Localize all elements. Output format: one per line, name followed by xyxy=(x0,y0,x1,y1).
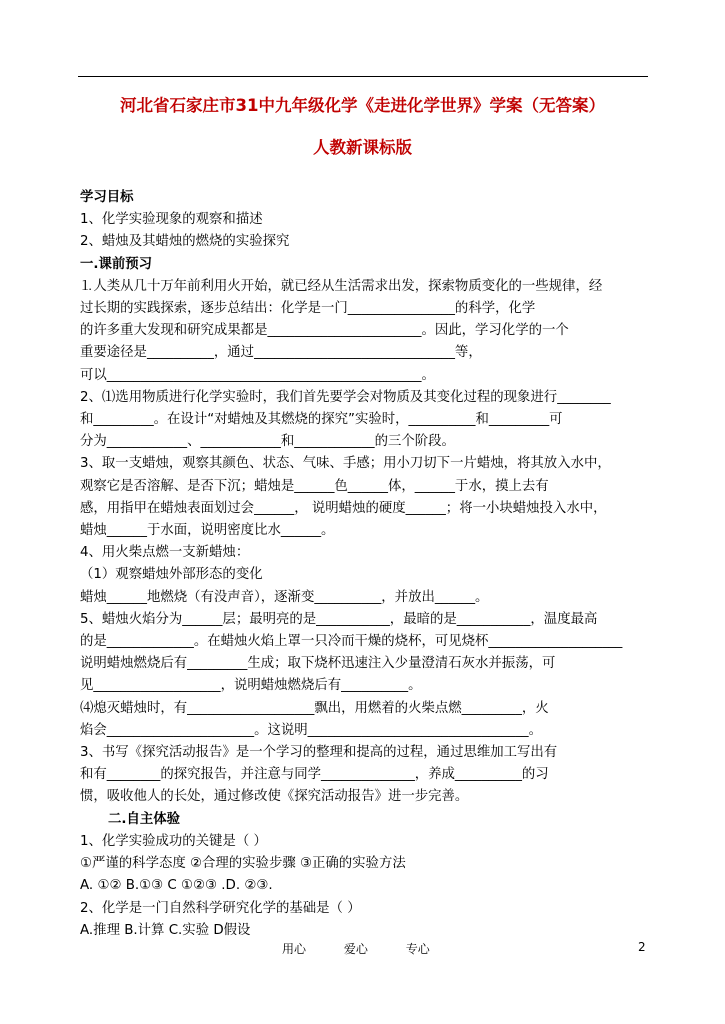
text-line: ⑷熄灭蜡烛时，有___________________飘出，用燃着的火柴点燃_________，火 xyxy=(80,700,549,716)
section-heading: 二.自主体验 xyxy=(108,811,181,827)
text-line: 感，用指甲在蜡烛表面划过会______， 说明蜡烛的硬度______；将一小块蜡烛投入水中， xyxy=(80,500,607,516)
footer-motto-word: 用心 xyxy=(282,942,307,956)
document-subtitle: 人教新课标版 xyxy=(313,138,412,157)
text-line: 和有________的探究报告，并注意与同学______________，养成__________的习 xyxy=(80,767,549,783)
text-line: 过长期的实践探索，逐步总结出：化学是一门________________的科学，化学 xyxy=(80,301,536,317)
text-line: 蜡烛______地燃烧（有没声音），逐渐变__________，并放出______。 xyxy=(80,589,489,605)
text-line: 2、化学是一门自然科学研究化学的基础是（ ） xyxy=(80,900,361,916)
footer-motto-word: 专心 xyxy=(405,942,430,956)
text-line: ①严谨的科学态度 ②合理的实验步骤 ③正确的实验方法 xyxy=(80,856,406,872)
section-heading: 学习目标 xyxy=(80,190,134,205)
text-line: 2、蜡烛及其蜡烛的燃烧的实验探究 xyxy=(80,234,290,250)
text-line: 蜡烛______于水面，说明密度比水______。 xyxy=(80,523,335,539)
text-line: 和_________。在设计“对蜡烛及其燃烧的探究”实验时，__________和_________可 xyxy=(80,412,563,428)
text-line: 的许多重大发现和研究成果都是_______________________。因此，学习化学的一个 xyxy=(80,323,569,339)
text-line: 1、化学实验成功的关键是（ ） xyxy=(80,833,267,849)
text-line: A.推理 B.计算 C.实验 D假设 xyxy=(80,922,251,938)
text-line: 1、化学实验现象的观察和描述 xyxy=(80,212,263,228)
text-line: 2、⑴选用物质进行化学实验时，我们首先要学会对物质及其变化过程的现象进行________ xyxy=(80,389,611,405)
text-line: ⒈人类从几十万年前利用火开始，就已经从生活需求出发，探索物质变化的一些规律，经 xyxy=(80,278,603,294)
text-line: 见___________________，说明蜡烛燃烧后有__________。 xyxy=(80,678,422,694)
text-line: 4、用火柴点燃一支新蜡烛： xyxy=(80,545,250,561)
text-line: 的是_____________。在蜡烛火焰上罩一只冷而干燥的烧杯，可见烧杯____________________ xyxy=(80,634,623,650)
text-line: 重要途径是__________，通过______________________________等， xyxy=(80,345,482,361)
text-line: 3、取一支蜡烛，观察其颜色、状态、气味、手感；用小刀切下一片蜡烛，将其放入水中， xyxy=(80,456,611,472)
page-number: 2 xyxy=(638,940,646,954)
text-line: 焰会______________________。这说明_________________________________。 xyxy=(80,722,542,738)
text-line: A. ①② B.①③ C ①②③ .D. ②③. xyxy=(80,878,273,894)
document-title: 河北省石家庄市31中九年级化学《走进化学世界》学案（无答案） xyxy=(120,96,605,115)
text-line: 可以_______________________________________________。 xyxy=(80,367,435,383)
text-line: 惯，吸收他人的长处，通过修改使《探究活动报告》进一步完善。 xyxy=(80,789,469,805)
text-line: 观察它是否溶解、是否下沉；蜡烛是______色______体，______于水，摸上去有 xyxy=(80,478,549,494)
text-line: 3、书写《探究活动报告》是一个学习的整理和提高的过程，通过思维加工写出有 xyxy=(80,745,558,761)
footer-motto xyxy=(282,940,464,957)
text-line: （1）观察蜡烛外部形态的变化 xyxy=(80,567,263,583)
document-body xyxy=(80,187,720,942)
text-line: 说明蜡烛燃烧后有_________生成；取下烧杯迅速注入少量澄清石灰水并振荡，可 xyxy=(80,656,556,672)
header-rule xyxy=(78,76,648,77)
footer-motto-word: 爱心 xyxy=(343,942,368,956)
text-line: 5、蜡烛火焰分为______层；最明亮的是___________，最暗的是___________，温度最高 xyxy=(80,611,598,627)
text-line: 分为____________、____________和____________的三个阶段。 xyxy=(80,434,455,450)
section-heading: 一.课前预习 xyxy=(80,256,153,272)
